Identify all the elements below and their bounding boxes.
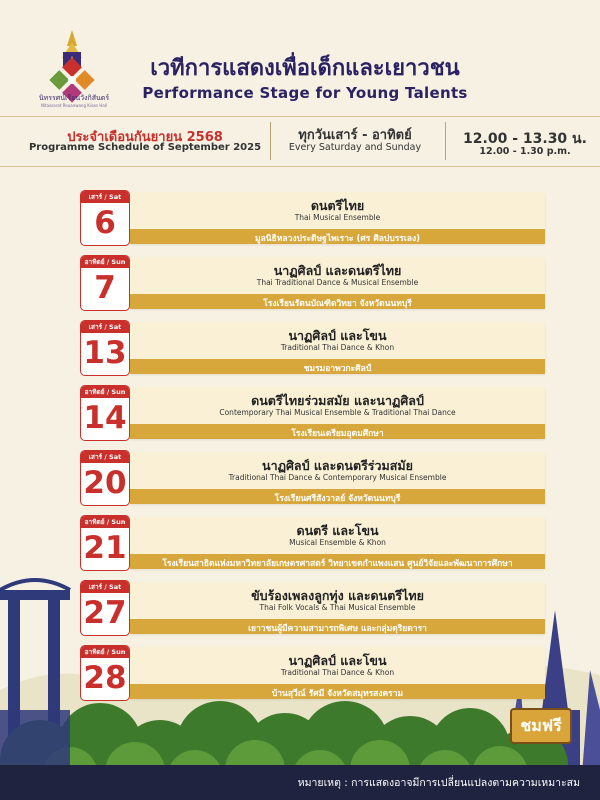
- show-title-th: นาฏศิลป์ และโขน: [288, 653, 387, 668]
- performer-name: ชมรมอาพวกะศิลป์: [303, 364, 372, 374]
- date-number: 20: [83, 465, 127, 501]
- performer-name: โรงเรียนรัตนบัณฑิตวิทยา จังหวัดนนทบุรี: [263, 299, 412, 309]
- day-label: อาทิตย์ / Sun: [81, 646, 129, 658]
- show-title-en: Thai Folk Vocals & Thai Musical Ensemble: [259, 603, 416, 612]
- show-title-th: ดนตรีไทยร่วมสมัย และนาฏศิลป์: [251, 393, 424, 408]
- date-badge: [80, 450, 130, 506]
- performer-name: โรงเรียนสาธิตแห่งมหาวิทยาลัยเกษตรศาสตร์ วิทยาเขตกำแพงแสน ศูนย์วิจัยและพัฒนาการศึกษา: [162, 559, 513, 569]
- month-en: Programme Schedule of September 2025: [28, 142, 262, 153]
- museum-logo-icon: [30, 28, 115, 103]
- schedule-row: [80, 517, 545, 569]
- day-label: เสาร์ / Sat: [81, 191, 129, 203]
- show-title-th: ดนตรี และโขน: [296, 523, 379, 538]
- date-badge: [80, 320, 130, 376]
- schedule-row: [80, 257, 545, 309]
- header-separator: [445, 122, 446, 160]
- show-title-th: นาฏศิลป์ และโขน: [288, 328, 387, 343]
- day-label: เสาร์ / Sat: [81, 581, 129, 593]
- date-badge: [80, 190, 130, 246]
- month-th: ประจำเดือนกันยายน 2568: [67, 130, 223, 145]
- free-admission-label: ชมฟรี: [520, 716, 562, 735]
- time-en: 12.00 - 1.30 p.m.: [479, 146, 571, 157]
- day-label: เสาร์ / Sat: [81, 321, 129, 333]
- show-title-th: ดนตรีไทย: [310, 198, 365, 213]
- day-label: อาทิตย์ / Sun: [81, 256, 129, 268]
- show-title-en: Traditional Thai Dance & Contemporary Musical Ensemble: [228, 473, 447, 482]
- date-badge: [80, 255, 130, 311]
- date-badge: [80, 645, 130, 701]
- page-title-th: เวทีการแสดงเพื่อเด็กและเยาวชน: [150, 56, 460, 81]
- show-title-en: Traditional Thai Dance & Khon: [280, 668, 395, 677]
- date-number: 28: [83, 660, 127, 696]
- schedule-row: [80, 322, 545, 374]
- schedule-row: [80, 452, 545, 504]
- show-title-en: Traditional Thai Dance & Khon: [280, 343, 395, 352]
- date-number: 14: [83, 400, 127, 436]
- show-title-th: ขับร้องเพลงลูกทุ่ง และดนตรีไทย: [251, 588, 424, 603]
- date-number: 13: [83, 335, 127, 371]
- date-number: 21: [83, 530, 127, 566]
- performer-name: บ้านสุวีณ์ รัศมี จังหวัดสมุทรสงคราม: [271, 689, 404, 699]
- logo-caption-small: Nitassarat Reuanwang Kisan Hall: [40, 103, 108, 108]
- days-en: Every Saturday and Sunday: [288, 142, 422, 153]
- show-title-en: Musical Ensemble & Khon: [289, 538, 386, 547]
- day-label: เสาร์ / Sat: [81, 451, 129, 463]
- schedule-row: [80, 582, 545, 634]
- performer-name: เยาวชนผู้มีความสามารถพิเศษ และกลุ่มดุริยดารา: [248, 624, 427, 634]
- date-badge: [80, 385, 130, 441]
- performer-name: มูลนิธิหลวงประดิษฐไพเราะ (ศร ศิลปบรรเลง): [254, 234, 420, 244]
- free-admission-badge: [510, 708, 572, 744]
- time-th: 12.00 - 13.30 น.: [463, 131, 587, 147]
- date-number: 7: [94, 270, 116, 306]
- show-title-en: Thai Traditional Dance & Musical Ensemble: [256, 278, 419, 287]
- schedule-row: [80, 387, 545, 439]
- footer-note: หมายเหตุ : การแสดงอาจมีการเปลี่ยนแปลงตามความเหมาะสม: [297, 777, 580, 789]
- show-title-en: Thai Musical Ensemble: [294, 213, 381, 222]
- performer-name: โรงเรียนศรีสังวาลย์ จังหวัดนนทบุรี: [274, 494, 401, 504]
- day-label: อาทิตย์ / Sun: [81, 516, 129, 528]
- date-number: 6: [94, 205, 116, 241]
- header-divider-bottom: [0, 166, 600, 167]
- show-title-th: นาฏศิลป์ และดนตรีร่วมสมัย: [262, 458, 413, 473]
- date-badge: [80, 580, 130, 636]
- schedule-row: [80, 647, 545, 699]
- logo-caption: นิทรรศน์เรือนวังกิสันตร์: [38, 94, 110, 102]
- day-label: อาทิตย์ / Sun: [81, 386, 129, 398]
- date-badge: [80, 515, 130, 571]
- show-title-en: Contemporary Thai Musical Ensemble & Traditional Thai Dance: [219, 408, 456, 417]
- date-number: 27: [83, 595, 127, 631]
- performer-name: โรงเรียนเตรียมอุดมศึกษา: [291, 429, 384, 439]
- show-title-th: นาฏศิลป์ และดนตรีไทย: [273, 263, 402, 278]
- page-title-en: Performance Stage for Young Talents: [142, 84, 468, 102]
- days-th: ทุกวันเสาร์ - อาทิตย์: [298, 128, 412, 143]
- schedule-row: [80, 192, 545, 244]
- header-divider-top: [0, 116, 600, 117]
